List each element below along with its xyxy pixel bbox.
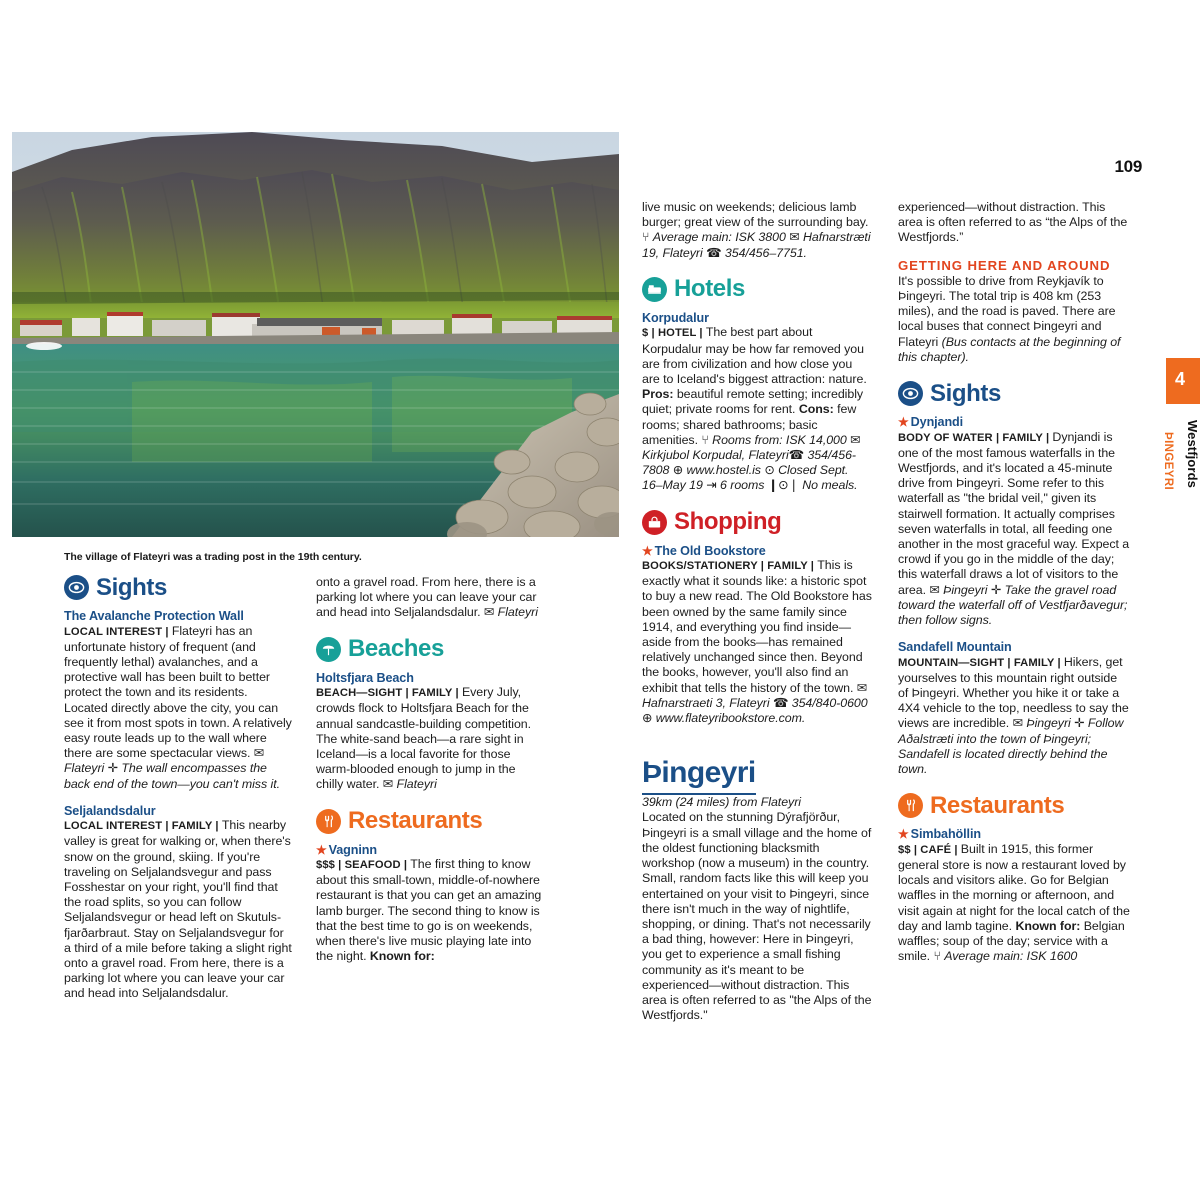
hotel-meta: $ | HOTEL | bbox=[642, 327, 706, 340]
column-middle bbox=[642, 200, 872, 1023]
directions-icon: ✛ bbox=[990, 582, 1002, 597]
mail-icon: ✉ bbox=[382, 777, 394, 792]
hotel-rooms-from: Rooms from: ISK 14,000 bbox=[712, 432, 847, 447]
restaurant-name: Simbahöllin bbox=[910, 827, 981, 842]
restaurant-name-row bbox=[898, 827, 1130, 842]
column-right bbox=[898, 200, 1130, 976]
shop-address: Hafnarstraeti 3, Flateyri bbox=[642, 695, 770, 710]
photo-illustration bbox=[12, 132, 619, 537]
mail-icon: ✉ bbox=[856, 680, 868, 695]
price-icon: ⑂ bbox=[642, 230, 650, 245]
sight-meta: BODY OF WATER | FAMILY | bbox=[898, 431, 1053, 444]
sight-entry bbox=[64, 804, 292, 1002]
sight-text bbox=[898, 430, 1130, 629]
sight-text bbox=[898, 655, 1130, 778]
sight-name: The Avalanche Protection Wall bbox=[64, 609, 244, 623]
town-intro-continuation bbox=[898, 200, 1130, 246]
star-icon: ★ bbox=[642, 543, 653, 558]
sight-name-row bbox=[898, 415, 1130, 430]
chapter-number-badge bbox=[1166, 358, 1200, 404]
eye-icon bbox=[898, 381, 923, 406]
category-header-shopping bbox=[642, 510, 872, 535]
phone-icon: ☎ bbox=[706, 245, 722, 260]
pros-text: beautiful remote setting; incredibly quiet; private rooms for rent. bbox=[642, 387, 864, 417]
price-icon: ⑂ bbox=[933, 949, 941, 964]
bed-icon bbox=[642, 277, 667, 302]
sight-directions: The wall encompasses the back end of the town—you can't miss it. bbox=[64, 761, 280, 791]
sight-address: Flateyri bbox=[497, 605, 538, 620]
shop-name: The Old Bookstore bbox=[654, 543, 766, 558]
sight-body: Flateyri has an unfortunate history of frequent (and frequently lethal) avalanches, and a protective wall has been built to better protect the town and its residents. Located directly above the city, you can see it from most spots in town. A relatively easy route leads up to the wall where there are some spectacular views. bbox=[64, 623, 292, 761]
category-header-sights bbox=[64, 575, 292, 600]
sight-continuation-text: onto a gravel road. From here, there is a parking lot where you can leave your car and head into Seljalandsdalur. bbox=[316, 575, 537, 620]
hotel-address: Kirkjubol Korpudal, Flateyri bbox=[642, 447, 789, 462]
sight-address: Þingeyri bbox=[1026, 716, 1071, 731]
category-label-sights: Sights bbox=[930, 379, 1001, 407]
mail-icon: ✉ bbox=[929, 582, 940, 597]
category-header-hotels bbox=[642, 277, 872, 302]
shop-name-row bbox=[642, 544, 872, 559]
beach-name: Holtsfjara Beach bbox=[316, 670, 414, 685]
restaurant-name-row bbox=[316, 843, 546, 858]
restaurant-meta: $$ | CAFÉ | bbox=[898, 843, 961, 856]
sight-name: Seljalandsdalur bbox=[64, 803, 156, 818]
sight-meta: LOCAL INTEREST | bbox=[64, 625, 172, 638]
mail-icon: ✉ bbox=[1012, 716, 1023, 731]
getting-here-heading: GETTING HERE AND AROUND bbox=[898, 257, 1111, 273]
beach-body: Every July, crowds flock to Holtsfjara Beach for the annual sandcastle-building competition. The white-sand beach—a rare sight in Iceland—is a local favorite for those warm-blooded enough to jump in the chilly water. bbox=[316, 685, 532, 792]
clock-icon: ⊙ bbox=[764, 463, 775, 478]
sight-name: Sandafell Mountain bbox=[898, 640, 1012, 655]
chapter-name-label: Westfjords bbox=[1185, 420, 1200, 488]
restaurant-meta: $$$ | SEAFOOD | bbox=[316, 859, 411, 872]
shop-website: www.flateyribookstore.com. bbox=[655, 711, 806, 726]
restaurant-body: The first thing to know about this small-town, middle-of-nowhere restaurant is that you can get an amazing lamb burger. The second thing to know is that the best time to go is on weekends, when there's live music playing late into the night. bbox=[316, 857, 542, 964]
town-distance: 39km (24 miles) from Flateyri bbox=[642, 795, 801, 810]
sight-address: Þingeyri bbox=[943, 582, 988, 597]
known-for-label: Known for: bbox=[369, 949, 435, 964]
sight-meta: MOUNTAIN—SIGHT | FAMILY | bbox=[898, 656, 1064, 669]
hotel-rooms: 6 rooms bbox=[720, 478, 765, 493]
sight-address: Flateyri bbox=[64, 761, 105, 776]
phone-icon: ☎ bbox=[788, 447, 805, 462]
sight-body: This nearby valley is great for walking or, when there's snow on the ground, skiing. If you're traveling on Seljalandsvegur and pass Fosshestar on your right, you'll find that the road splits, so you can follow Seljalandsvegur or head left on Skutuls-fjarðarbraut. Stay on Seljalandsvegur for a third of a mile before taking a slight right onto a gravel road. From here, there is a parking lot where you can leave your car and head into Seljalandsdalur. bbox=[64, 818, 292, 1001]
star-icon: ★ bbox=[898, 827, 909, 842]
column-flateyri-right bbox=[316, 575, 546, 976]
hotel-hours: Closed Sept. 16–May 19 bbox=[642, 463, 849, 493]
known-for-text: Belgian waffles; soup of the day; service with a smile. bbox=[898, 918, 1125, 964]
fork-knife-icon bbox=[898, 793, 923, 818]
beach-entry bbox=[316, 671, 546, 793]
category-label-restaurants: Restaurants bbox=[348, 807, 483, 835]
sight-entry bbox=[898, 640, 1130, 777]
category-label-shopping: Shopping bbox=[674, 508, 782, 536]
town-intro: Located on the stunning Dýrafjörður, Þingeyri is a small village and the home of the oldest functioning blacksmith workshop (now a museum) in the country. Small, random facts like this will keep you entertained on your visit to Þingeyri, since there isn't much in the way of nightlife, shopping, or dining. That's not necessarily a bad thing, however: Here in Þingeyri, you get to experience a small fishing community as it's meant to be experienced—without distraction. This area is often referred to as "the Alps of the Westfjords." bbox=[642, 810, 872, 1023]
column-flateyri-left bbox=[64, 575, 292, 1014]
web-icon: ⊕ bbox=[672, 463, 684, 478]
mail-icon: ✉ bbox=[850, 432, 861, 447]
hotel-phone: 354/456-7808 bbox=[642, 447, 856, 478]
sight-entry bbox=[898, 415, 1130, 628]
category-label-hotels: Hotels bbox=[674, 275, 745, 303]
pros-label: Pros: bbox=[642, 387, 674, 402]
shop-meta: BOOKS/STATIONERY | FAMILY | bbox=[642, 560, 818, 573]
beach-umbrella-icon bbox=[316, 637, 341, 662]
cons-label: Cons: bbox=[798, 402, 834, 417]
shop-entry bbox=[642, 544, 872, 727]
getting-here-body: It's possible to drive from Reykjavík to Þingeyri. The total trip is 408 km (253 miles), and the road is paved. There are local buses that connect Þingeyri and Flateyri bbox=[898, 273, 1116, 349]
hotel-entry bbox=[642, 311, 872, 494]
restaurant-name: Vagninn bbox=[328, 842, 377, 857]
hotel-name: Korpudalur bbox=[642, 310, 709, 325]
photo-caption: The village of Flateyri was a trading post in the 19th century. bbox=[64, 551, 362, 563]
star-icon: ★ bbox=[898, 415, 909, 430]
shopping-bag-icon bbox=[642, 510, 667, 535]
phone-icon: ☎ bbox=[772, 695, 789, 710]
restaurant-price: Average main: ISK 1600 bbox=[944, 949, 1078, 964]
fork-knife-icon bbox=[316, 809, 341, 834]
meal-icon: ❙⊙❘ bbox=[767, 478, 799, 493]
getting-here-note: (Bus contacts at the beginning of this chapter). bbox=[898, 334, 1121, 364]
sight-name: Dynjandi bbox=[910, 415, 964, 430]
price-icon: ⑂ bbox=[701, 432, 709, 447]
category-label-beaches: Beaches bbox=[348, 635, 444, 663]
known-for-text: live music on weekends; delicious lamb burger; great view of the surrounding bay. bbox=[642, 200, 869, 230]
restaurant-body: Built in 1915, this former general store is now a restaurant loved by locals and visitors alike. Go for Belgian waffles in the morning or afternoon, and visit again at night for the local catch of the day and lamb tagine. bbox=[898, 841, 1130, 933]
sight-directions: Follow Aðalstræti into the town of Þingeyri; Sandafell is located directly behind the town. bbox=[898, 716, 1124, 777]
sight-body: Dynjandi is one of the most famous waterfalls in the Westfjords, and it's located a 45-minute drive from Þingeyri. Some refer to this waterfall as "the bridal veil," given its stairwell formation. It actually comprises seven waterfalls in total, all feeding one another in the most graceful way. Expect a crowd if you go in the middle of the day; this waterfall draws a lot of visitors to the area. bbox=[898, 429, 1130, 597]
eye-icon bbox=[64, 575, 89, 600]
cons-text: few rooms; shared bathrooms; basic amenities. bbox=[642, 402, 857, 447]
web-icon: ⊕ bbox=[642, 711, 653, 726]
village-photo bbox=[12, 132, 619, 537]
category-label-restaurants: Restaurants bbox=[930, 791, 1065, 819]
shop-body: This is exactly what it sounds like: a historic spot to buy a new read. The Old Bookstore has been owned by the same family since 1914, and everything you find inside—aside from the books—has remained relatively unchanged since then. Beyond the books, however, you'll also find an exhibit that tells the history of the town. bbox=[642, 558, 872, 695]
beach-text bbox=[316, 685, 546, 792]
shop-text bbox=[642, 558, 872, 726]
restaurant-price: Average main: ISK 3800 bbox=[652, 230, 786, 245]
beach-address: Flateyri bbox=[396, 777, 437, 792]
restaurant-known-for-continuation bbox=[642, 200, 872, 261]
mail-icon: ✉ bbox=[483, 605, 495, 620]
getting-here-text bbox=[898, 274, 1130, 365]
chapter-side-tab bbox=[1162, 358, 1200, 491]
category-header-sights bbox=[898, 381, 1130, 406]
restaurant-phone: 354/456–7751. bbox=[724, 245, 807, 260]
restaurant-entry bbox=[898, 827, 1130, 964]
category-header-restaurants bbox=[898, 793, 1130, 818]
town-intro-tail: experienced—without distraction. This area is often referred to as “the Alps of the Westfjords.” bbox=[898, 200, 1128, 245]
page-number: 109 bbox=[1114, 157, 1142, 176]
star-icon: ★ bbox=[316, 842, 327, 857]
sight-continuation bbox=[316, 575, 546, 621]
category-header-restaurants bbox=[316, 809, 546, 834]
sight-entry bbox=[64, 609, 292, 792]
sight-text bbox=[64, 818, 292, 1001]
town-section-heading-wrap bbox=[642, 738, 872, 795]
restaurant-entry bbox=[316, 843, 546, 965]
directions-icon: ✛ bbox=[107, 761, 118, 776]
hotel-body: The best part about Korpudalur may be how far removed you are from civilization and how close you are to Iceland's biggest attraction: nature. bbox=[642, 325, 867, 386]
sight-directions: Take the gravel road toward the waterfall off of Vestfjarðavegur; then follow signs. bbox=[898, 582, 1128, 627]
bed-count-icon: ⇥ bbox=[706, 478, 717, 493]
restaurant-text bbox=[316, 857, 546, 964]
hotel-text bbox=[642, 325, 872, 493]
hotel-website: www.hostel.is bbox=[686, 463, 761, 478]
category-label-sights: Sights bbox=[96, 573, 167, 601]
restaurant-text bbox=[898, 842, 1130, 965]
side-tab-labels bbox=[1162, 420, 1200, 491]
shop-phone: 354/840-0600 bbox=[791, 695, 868, 710]
section-name-label: ÞINGEYRI bbox=[1162, 432, 1174, 491]
restaurant-address: Hafnarstræti 19, Flateyri bbox=[642, 230, 871, 260]
town-title: Þingeyri bbox=[642, 758, 756, 795]
mail-icon: ✉ bbox=[253, 746, 265, 761]
mail-icon: ✉ bbox=[789, 230, 800, 245]
category-header-beaches bbox=[316, 637, 546, 662]
beach-meta: BEACH—SIGHT | FAMILY | bbox=[316, 687, 462, 700]
directions-icon: ✛ bbox=[1074, 716, 1085, 731]
sight-text bbox=[64, 624, 292, 792]
sight-body: Hikers, get yourselves to this mountain right outside of Þingeyri. Whether you hike it or take a 4X4 vehicle to the top, needless to say the views are incredible. bbox=[898, 654, 1129, 731]
sight-meta: LOCAL INTEREST | FAMILY | bbox=[64, 820, 222, 833]
chapter-number: 4 bbox=[1175, 369, 1186, 389]
hotel-meals: No meals. bbox=[802, 478, 858, 493]
known-for-label: Known for: bbox=[1015, 918, 1081, 933]
